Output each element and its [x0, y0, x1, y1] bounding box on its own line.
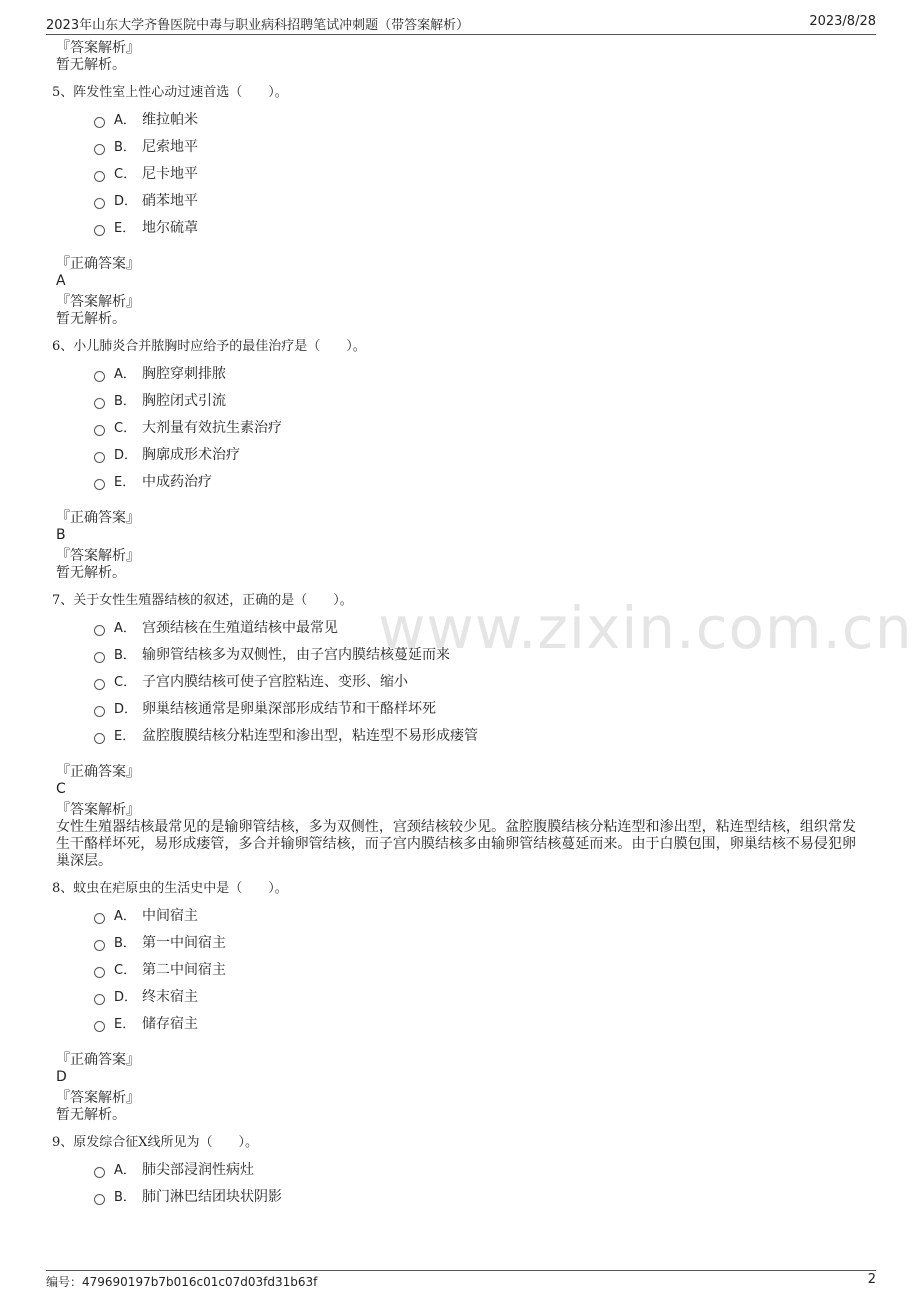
radio-icon[interactable]	[94, 940, 105, 951]
option-b[interactable]: B． 胸腔闭式引流	[94, 386, 856, 413]
radio-icon[interactable]	[94, 198, 105, 209]
option-e[interactable]: E． 储存宿主	[94, 1009, 856, 1036]
analysis-label: 『答案解析』	[56, 1090, 140, 1106]
correct-answer: B	[56, 527, 66, 543]
question-5	[52, 84, 856, 328]
option-b[interactable]: B． 尼索地平	[94, 132, 856, 159]
question-6	[52, 338, 856, 582]
radio-icon[interactable]	[94, 117, 105, 128]
page-header	[46, 13, 876, 35]
analysis-label: 『答案解析』	[56, 548, 140, 564]
document-title: 2023年山东大学齐鲁医院中毒与职业病科招聘笔试冲刺题（带答案解析）	[46, 18, 470, 33]
analysis-text: 暂无解析。	[56, 1107, 126, 1123]
radio-icon[interactable]	[94, 452, 105, 463]
radio-icon[interactable]	[94, 679, 105, 690]
watermark: www.zixin.com.cn	[378, 594, 913, 662]
analysis-text: 暂无解析。	[56, 565, 126, 581]
question-7	[52, 592, 856, 870]
correct-answer-label: 『正确答案』	[56, 510, 140, 526]
question-stem: 6、小儿肺炎合并脓胸时应给予的最佳治疗是（ ）。	[52, 339, 366, 354]
correct-answer: A	[56, 273, 66, 289]
radio-icon[interactable]	[94, 625, 105, 636]
document-serial: 编号：479690197b7b016c01c07d03fd31b63f	[46, 1275, 318, 1289]
radio-icon[interactable]	[94, 398, 105, 409]
radio-icon[interactable]	[94, 1021, 105, 1032]
correct-answer-label: 『正确答案』	[56, 764, 140, 780]
radio-icon[interactable]	[94, 913, 105, 924]
radio-icon[interactable]	[94, 225, 105, 236]
page-footer	[46, 1270, 876, 1290]
option-c[interactable]: C． 第二中间宿主	[94, 955, 856, 982]
analysis-text: 暂无解析。	[56, 311, 126, 327]
option-c[interactable]: C． 大剂量有效抗生素治疗	[94, 413, 856, 440]
option-a[interactable]: A． 中间宿主	[94, 901, 856, 928]
correct-answer: C	[56, 781, 66, 797]
option-a[interactable]: A． 胸腔穿刺排脓	[94, 359, 856, 386]
radio-icon[interactable]	[94, 652, 105, 663]
option-a[interactable]: A． 肺尖部浸润性病灶	[94, 1155, 856, 1182]
option-list	[94, 359, 856, 494]
analysis-label: 『答案解析』	[56, 294, 140, 310]
option-list	[94, 1155, 856, 1209]
option-d[interactable]: D． 硝苯地平	[94, 186, 856, 213]
analysis-text: 女性生殖器结核最常见的是输卵管结核，多为双侧性，宫颈结核较少见。盆腔腹膜结核分粘连型和渗出型，粘连型结核，组织常发生干酪样坏死，易形成瘘管，多合并输卵管结核，而子宫内膜结核多由输卵管结核蔓延而来。由于白膜包围，卵巢结核不易侵犯卵巢深层。	[56, 819, 856, 869]
option-d[interactable]: D． 终末宿主	[94, 982, 856, 1009]
radio-icon[interactable]	[94, 994, 105, 1005]
radio-icon[interactable]	[94, 706, 105, 717]
analysis-text: 暂无解析。	[56, 57, 126, 73]
option-d[interactable]: D． 卵巢结核通常是卵巢深部形成结节和干酪样坏死	[94, 694, 856, 721]
correct-answer-label: 『正确答案』	[56, 256, 140, 272]
correct-answer-label: 『正确答案』	[56, 1052, 140, 1068]
option-b[interactable]: B． 第一中间宿主	[94, 928, 856, 955]
radio-icon[interactable]	[94, 1194, 105, 1205]
option-e[interactable]: E． 地尔硫䓬	[94, 213, 856, 240]
correct-answer: D	[56, 1069, 67, 1085]
radio-icon[interactable]	[94, 733, 105, 744]
option-e[interactable]: E． 盆腔腹膜结核分粘连型和渗出型，粘连型不易形成瘘管	[94, 721, 856, 748]
question-stem: 8、蚊虫在疟原虫的生活史中是（ ）。	[52, 881, 288, 896]
question-stem: 5、阵发性室上性心动过速首选（ ）。	[52, 85, 288, 100]
question-stem: 9、原发综合征X线所见为（ ）。	[52, 1135, 259, 1150]
radio-icon[interactable]	[94, 967, 105, 978]
question-8	[52, 880, 856, 1124]
option-list	[94, 105, 856, 240]
option-a[interactable]: A． 宫颈结核在生殖道结核中最常见	[94, 613, 856, 640]
page-content	[52, 40, 856, 1209]
radio-icon[interactable]	[94, 371, 105, 382]
radio-icon[interactable]	[94, 144, 105, 155]
option-list	[94, 901, 856, 1036]
option-b[interactable]: B． 肺门淋巴结团块状阴影	[94, 1182, 856, 1209]
radio-icon[interactable]	[94, 425, 105, 436]
option-b[interactable]: B． 输卵管结核多为双侧性，由子宫内膜结核蔓延而来	[94, 640, 856, 667]
option-d[interactable]: D． 胸廓成形术治疗	[94, 440, 856, 467]
document-date: 2023/8/28	[809, 14, 876, 29]
option-a[interactable]: A． 维拉帕米	[94, 105, 856, 132]
radio-icon[interactable]	[94, 1167, 105, 1178]
option-e[interactable]: E． 中成药治疗	[94, 467, 856, 494]
analysis-label: 『答案解析』	[56, 802, 140, 818]
question-9	[52, 1134, 856, 1209]
analysis-label: 『答案解析』	[56, 40, 140, 56]
option-c[interactable]: C． 子宫内膜结核可使子宫腔粘连、变形、缩小	[94, 667, 856, 694]
option-c[interactable]: C． 尼卡地平	[94, 159, 856, 186]
option-list	[94, 613, 856, 748]
question-stem: 7、关于女性生殖器结核的叙述，正确的是（ ）。	[52, 593, 353, 608]
radio-icon[interactable]	[94, 479, 105, 490]
radio-icon[interactable]	[94, 171, 105, 182]
page-number: 2	[867, 1272, 876, 1287]
